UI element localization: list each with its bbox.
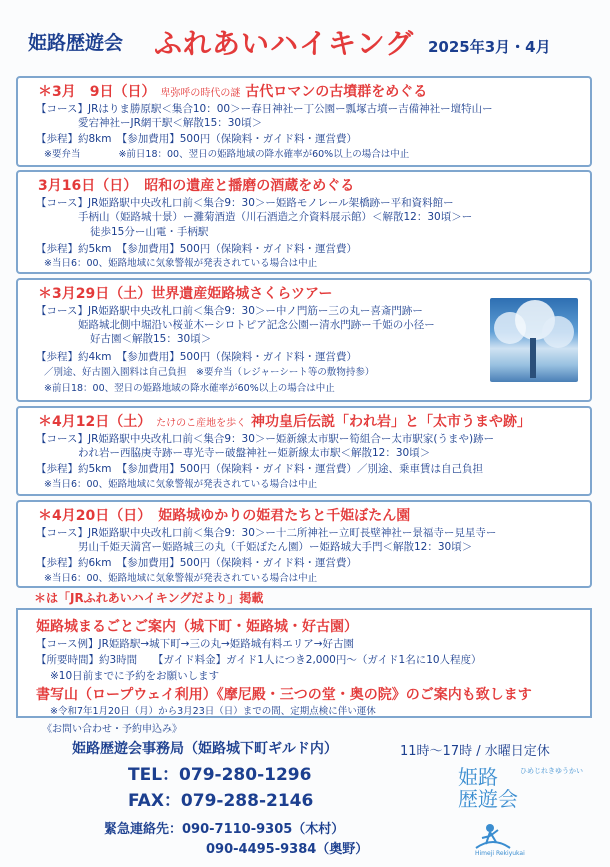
shosha-note: ※令和7年1月20日（月）から3月23日（日）までの間、定期点検に伴い運休 [50,706,376,717]
event-card-0316 [16,170,592,274]
office-hours: 11時〜17時 / 水曜日定休 [400,744,550,759]
logo-text: 姫路 歴遊会 [458,765,518,811]
page-title: ふれあいハイキング [154,27,415,60]
org-name: 姫路歴遊会 [28,32,124,54]
fax-number: FAX：079-288-2146 [128,791,314,811]
logo-subtext: ひめじれきゆうかい [520,767,583,775]
event-title: ＊3月 9日（日） 卑弥呼の時代の謎 古代ロマンの古墳群をめぐる [38,84,428,100]
emergency-contact-2: 090-4495-9384（奥野） [206,842,369,857]
emergency-contact-1: 緊急連絡先：090-7110-9305（木村） [104,822,345,837]
event-card-0420 [16,500,592,588]
event-title: ＊4月12日（土） たけのこ産地を歩く 神功皇后伝説「われ岩」と「太市うまや跡」 [38,414,531,430]
event-course-1: 【コース】JR姫路駅中央改札口前＜集合9：30＞ー姫新線太市駅ー筍組合ー太市駅家(うまや)跡ー [36,433,495,445]
event-course-2: われ岩ー西脇庚寺跡ー専光寺ー破盤神社ー姫新線太市駅＜解散12：30頃＞ [78,447,431,459]
event-note: ※当日6：00、姫路地域に気象警報が発表されている場合は中止 [44,258,318,269]
event-walk: 【歩程】約5km 【参加費用】500円（保険料・ガイド料・運営費）／別途、乗車賃は自己負担 [36,463,483,475]
page-header [0,0,610,72]
guide-course-example: 【コース例】JR姫路駅→城下町→三の丸→姫路城有料エリア→好古園 [36,638,355,650]
event-course-1: 【コース】JR姫路駅中央改札口前＜集合9：30＞ー姫路モノレール架橋跡ー平和資料館ー [36,197,454,209]
event-walk: 【歩程】約8km 【参加費用】500円（保険料・ガイド料・運営費） [36,133,357,145]
sakura-tree-icon [490,298,578,382]
event-card-0329 [16,278,592,402]
event-course-2: 男山千姫天満宮ー姫路城三の丸（千姫ぼたん園）ー姫路城大手門＜解散12：30頃＞ [78,541,473,553]
tel-number: TEL：079-280-1296 [128,765,312,785]
shosha-guide: 書写山（ロープウェイ利用）《摩尼殿・三つの堂・奥の院》のご案内も致します [36,687,532,703]
event-card-0412 [16,406,592,496]
event-note: ※当日6：00、姫路地域に気象警報が発表されている場合は中止 [44,573,318,584]
logo-caption: Himeji Rekiyukai [475,850,525,857]
event-walk: 【歩程】約4km 【参加費用】500円（保険料・ガイド料・運営費） [36,351,357,363]
event-course-1: 【コース】JR姫路駅中央改札口前＜集合9：30＞ー中ノ門筋ー三の丸ー喜斎門跡ー [36,305,423,317]
event-walk: 【歩程】約6km 【参加費用】500円（保険料・ガイド料・運営費） [36,557,357,569]
event-note: ※要弁当 ※前日18：00、翌日の姫路地域の降水確率が60%以上の場合は中止 [44,149,410,160]
period: 2025年3月・4月 [428,38,551,56]
event-note: ※当日6：00、姫路地域に気象警報が発表されている場合は中止 [44,479,318,490]
event-course-3: 好古園＜解散15：30頃＞ [90,333,212,345]
event-walk: 【歩程】約5km 【参加費用】500円（保険料・ガイド料・運営費） [36,243,357,255]
office-name: 姫路歴遊会事務局（姫路城下町ギルド内） [72,741,338,757]
event-title: ＊3月29日（土）世界遺産姫路城さくらツアー [38,286,333,302]
event-course-2: 手柄山（姫路城十景）ー灘菊酒造（川石酒造之介資料展示館）＜解散12：30頃＞ー [78,211,473,223]
event-course-1: 【コース】JRはりま勝原駅＜集合10：00＞ー春日神社ー丁公園ー瓢塚古墳ー吉備神社ー壇特山ー [36,103,493,115]
event-card-0309 [16,76,592,167]
hiker-logo-icon [468,818,518,854]
guide-reserve: ※10日前までに予約をお願いします [50,670,220,682]
event-course-3: 徒歩15分ー山電・手柄駅 [90,226,209,238]
cherry-blossom-photo [490,298,578,382]
event-title: 3月16日（日） 昭和の遺産と播磨の酒蔵をめぐる [38,178,355,194]
guide-time-fee: 【所要時間】約3時間 【ガイド料金】ガイド1人につき2,000円〜（ガイド1名に10人程度） [36,654,482,666]
guide-box [16,608,592,718]
guide-title: 姫路城まるごとご案内（城下町・姫路城・好古園） [36,619,358,635]
event-course-2: 姫路城北側中堀沿い桜並木ーシロトピア記念公園ー清水門跡ー千姫の小径ー [78,319,435,331]
event-note: ※前日18：00、翌日の姫路地域の降水確率が60%以上の場合は中止 [44,383,335,394]
jr-notice: ＊は「JRふれあいハイキングだより」掲載 [34,591,264,605]
event-note-extra: ／別途、好古園入園料は自己負担 ※要弁当（レジャーシート等の敷物持参） [44,367,375,378]
contact-label: 《お問い合わせ・予約申込み》 [42,724,182,735]
event-course-2: 愛宕神社ーJR網干駅＜解散15：30頃＞ [78,117,263,129]
event-course-1: 【コース】JR姫路駅中央改札口前＜集合9：30＞ー十二所神社ー立町長壁神社ー景福寺ー見星寺ー [36,527,497,539]
event-title: ＊4月20日（日） 姫路城ゆかりの姫君たちと千姫ぼたん園 [38,508,411,524]
